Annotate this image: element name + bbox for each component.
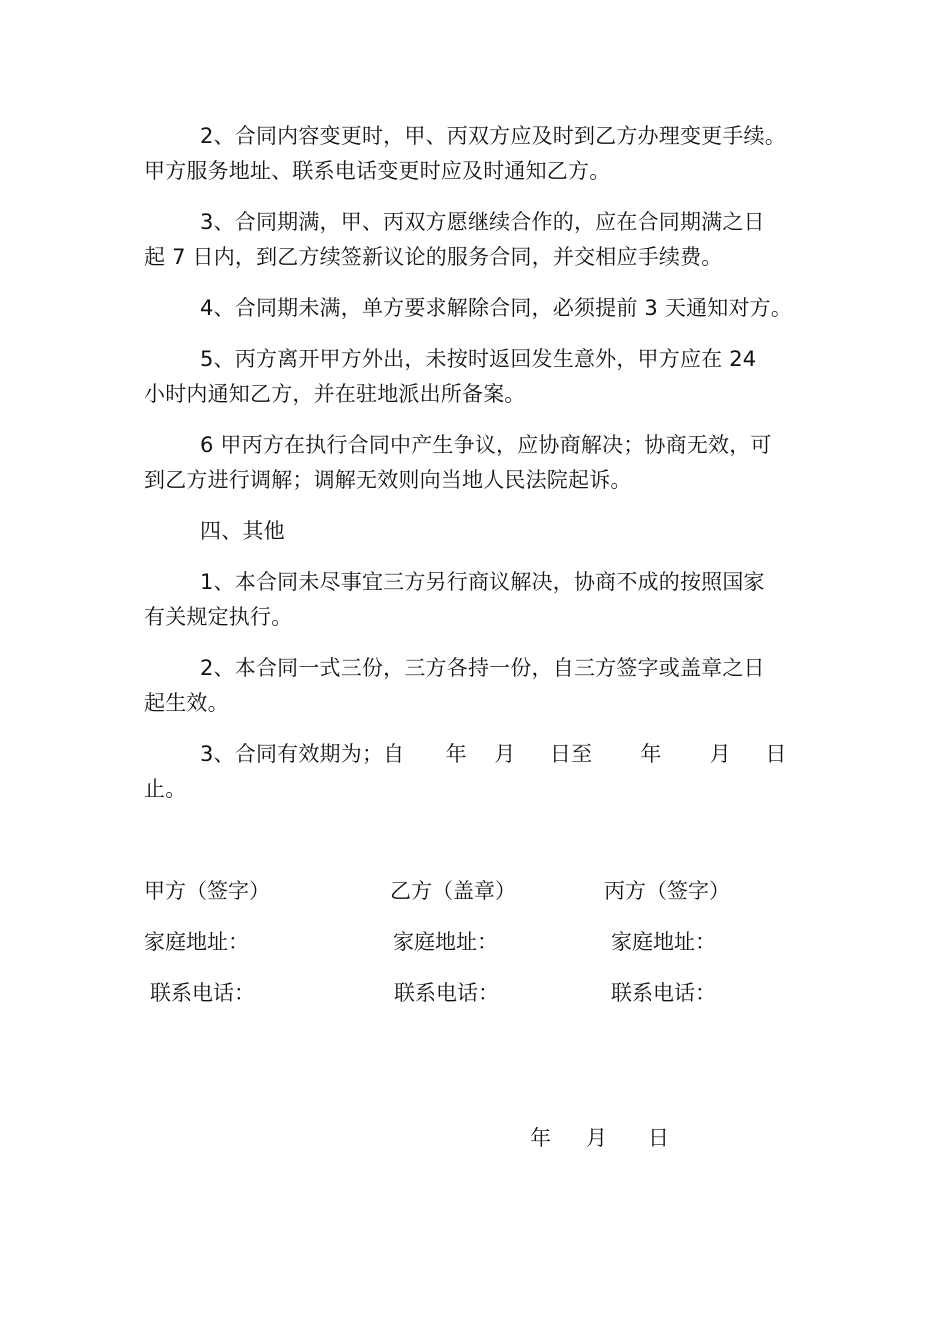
clause-2-line-2: 甲方服务地址、联系电话变更时应及时通知乙方。 [144,159,611,183]
clause-5-line-2: 小时内通知乙方，并在驻地派出所备案。 [144,382,526,406]
other-clause-2-line-1: 2、本合同一式三份，三方各持一份，自三方签字或盖章之日 [200,656,765,680]
date-month-label: 月 [586,1126,607,1150]
other-clause-1-line-1: 1、本合同未尽事宜三方另行商议解决，协商不成的按照国家 [200,570,765,594]
clause-4-line-1: 4、合同期未满，单方要求解除合同，必须提前 3 天通知对方。 [200,296,793,320]
other-clause-3-line-2: 止。 [144,777,187,801]
party-c-address-label: 家庭地址： [611,930,716,954]
party-c-phone-label: 联系电话： [611,981,716,1005]
other-clause-3-line-1: 3、合同有效期为；自 年 月 日至 年 月 日 [200,742,787,766]
clause-3-line-1: 3、合同期满，甲、丙双方愿继续合作的，应在合同期满之日 [200,210,765,234]
party-a-phone-label: 联系电话： [150,981,255,1005]
party-b-address-label: 家庭地址： [393,930,498,954]
party-a-address-label: 家庭地址： [144,930,249,954]
clause-6-line-2: 到乙方进行调解；调解无效则向当地人民法院起诉。 [144,468,632,492]
clause-5-line-1: 5、丙方离开甲方外出，未按时返回发生意外，甲方应在 24 [200,347,757,371]
party-b-sign-label: 乙方（盖章） [390,879,516,903]
section-heading-other: 四、其他 [200,519,285,543]
clause-3-line-2: 起 7 日内，到乙方续签新议论的服务合同，并交相应手续费。 [144,245,723,269]
party-c-sign-label: 丙方（签字） [604,879,730,903]
date-day-label: 日 [648,1126,669,1150]
party-b-phone-label: 联系电话： [394,981,499,1005]
date-year-label: 年 [530,1126,551,1150]
clause-2-line-1: 2、合同内容变更时，甲、丙双方应及时到乙方办理变更手续。 [200,124,786,148]
other-clause-1-line-2: 有关规定执行。 [144,605,293,629]
party-a-sign-label: 甲方（签字） [144,879,270,903]
clause-6-line-1: 6 甲丙方在执行合同中产生争议，应协商解决；协商无效，可 [200,433,772,457]
other-clause-2-line-2: 起生效。 [144,691,229,715]
